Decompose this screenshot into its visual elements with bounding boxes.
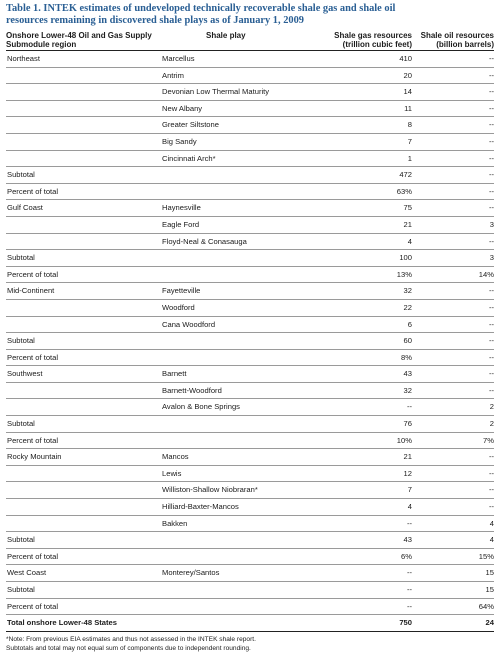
region-cell	[6, 300, 158, 317]
oil-cell: --	[488, 352, 494, 362]
oil-cell: 3	[489, 219, 494, 229]
table-row	[6, 565, 494, 582]
gas-cell: --	[406, 568, 412, 578]
shale-play-cell: Avalon & Bone Springs	[162, 402, 240, 412]
table-row	[6, 300, 494, 317]
shale-play-cell	[158, 549, 308, 566]
shale-play-cell	[158, 267, 308, 284]
table-row	[6, 134, 494, 151]
gas-cell: 10%	[396, 435, 412, 445]
oil-cell: --	[488, 385, 494, 395]
total-label: Total onshore Lower-48 States	[7, 618, 117, 628]
oil-cell: --	[488, 369, 494, 379]
gas-cell: 14	[403, 87, 412, 97]
oil-cell: --	[488, 120, 494, 130]
oil-cell: 2	[489, 402, 494, 412]
oil-cell: 15	[485, 585, 494, 594]
table-row	[6, 68, 494, 85]
gas-cell: 1	[407, 153, 412, 163]
shale-play-cell: Floyd-Neal & Conasauga	[162, 236, 247, 246]
oil-cell: 3	[489, 253, 494, 263]
oil-cell: --	[488, 186, 494, 196]
shale-play-cell	[158, 416, 308, 433]
region-cell: Percent of total	[7, 601, 59, 611]
shale-play-cell: Eagle Ford	[162, 219, 200, 229]
region-cell	[6, 151, 158, 168]
table-row	[6, 184, 494, 201]
table-row	[6, 151, 494, 168]
region-cell	[6, 217, 158, 234]
gas-cell: 21	[403, 452, 412, 462]
gas-cell: 60	[403, 336, 412, 346]
shale-play-cell: Mancos	[162, 452, 189, 462]
gas-cell: 22	[403, 302, 412, 312]
shale-play-cell: Monterey/Santos	[162, 568, 220, 578]
region-cell: Mid-Continent	[7, 286, 55, 296]
table-row	[6, 366, 494, 383]
table-body	[6, 51, 494, 615]
region-cell	[6, 399, 158, 416]
gas-cell: 8	[407, 120, 412, 130]
shale-play-cell: New Albany	[162, 103, 203, 113]
gas-cell: 6%	[401, 551, 412, 561]
gas-cell: 32	[403, 286, 412, 296]
oil-cell: 2	[489, 419, 494, 429]
shale-play-cell: Lewis	[162, 468, 182, 478]
gas-cell: 8%	[401, 352, 412, 362]
footnote: *Note: From previous EIA estimates and thus not assessed in the INTEK shale report.	[6, 635, 256, 643]
region-cell: Subtotal	[7, 336, 35, 346]
table-row	[6, 532, 494, 549]
oil-cell: --	[488, 103, 494, 113]
total-oil: 24	[485, 618, 494, 628]
gas-cell: --	[406, 585, 412, 594]
oil-cell: 15	[485, 568, 494, 578]
oil-cell: --	[488, 236, 494, 246]
table-row	[6, 582, 494, 599]
table-row	[6, 317, 494, 334]
region-cell: Subtotal	[7, 253, 35, 263]
oil-cell: --	[488, 87, 494, 97]
oil-cell: 7%	[483, 435, 494, 445]
gas-cell: 7	[407, 485, 412, 495]
region-cell	[6, 317, 158, 334]
shale-play-cell: Cincinnati Arch*	[162, 153, 216, 163]
table-row	[6, 200, 494, 217]
oil-cell: --	[488, 452, 494, 462]
table-row	[6, 599, 494, 616]
gas-cell: --	[406, 402, 412, 412]
gas-cell: 32	[403, 385, 412, 395]
table-row	[6, 250, 494, 267]
table-row	[6, 333, 494, 350]
oil-cell: --	[488, 286, 494, 296]
header-shale-play: Shale play	[206, 31, 246, 40]
gas-cell: 43	[403, 535, 412, 545]
table-row	[6, 101, 494, 118]
gas-cell: 11	[404, 103, 412, 113]
oil-cell: --	[488, 502, 494, 512]
region-cell	[6, 134, 158, 151]
table-row	[6, 217, 494, 234]
region-cell: Northeast	[7, 54, 40, 63]
header-region: Onshore Lower-48 Oil and Gas Supply Submodule region	[6, 31, 152, 49]
region-cell: Percent of total	[7, 551, 59, 561]
total-gas: 750	[399, 618, 412, 628]
shale-play-cell: Barnett	[162, 369, 187, 379]
shale-play-cell	[158, 582, 308, 599]
table-row	[6, 516, 494, 533]
region-cell: Subtotal	[7, 535, 35, 545]
gas-cell: 472	[399, 170, 412, 180]
gas-cell: 21	[403, 219, 412, 229]
gas-cell: 410	[399, 54, 412, 63]
region-cell	[6, 499, 158, 516]
shale-play-cell: Barnett-Woodford	[162, 385, 222, 395]
region-cell	[6, 516, 158, 533]
shale-play-cell: Marcellus	[162, 54, 195, 63]
table-row	[6, 383, 494, 400]
gas-cell: 76	[403, 419, 412, 429]
shale-play-cell: Haynesville	[162, 203, 201, 213]
oil-cell: --	[488, 468, 494, 478]
total-row	[6, 615, 494, 632]
table-row	[6, 350, 494, 367]
region-cell: Gulf Coast	[7, 203, 43, 213]
shale-play-cell: Devonian Low Thermal Maturity	[162, 87, 270, 97]
oil-cell: --	[488, 70, 494, 80]
shale-play-cell	[158, 250, 308, 267]
table-title: Table 1. INTEK estimates of undeveloped technically recoverable shale gas and shale oil resources remaining in discovered shale plays as of January 1, 2009	[6, 3, 396, 26]
rounding-note: Subtotals and total may not equal sum of components due to independent rounding.	[6, 644, 251, 652]
shale-play-cell: Antrim	[162, 70, 184, 80]
table-header	[6, 29, 494, 51]
shale-play-cell	[158, 333, 308, 350]
region-cell	[6, 68, 158, 85]
oil-cell: --	[488, 153, 494, 163]
region-cell: West Coast	[7, 568, 47, 578]
gas-cell: 75	[403, 203, 412, 213]
oil-cell: --	[488, 203, 494, 213]
table-row	[6, 84, 494, 101]
gas-cell: 63%	[396, 186, 412, 196]
table-row	[6, 51, 494, 68]
region-cell	[6, 84, 158, 101]
shale-play-cell	[158, 433, 308, 450]
oil-cell: 4	[489, 518, 494, 528]
gas-cell: --	[406, 518, 412, 528]
table-row	[6, 499, 494, 516]
shale-play-cell	[158, 184, 308, 201]
oil-cell: 64%	[478, 601, 494, 611]
shale-play-cell: Hilliard-Baxter-Mancos	[162, 502, 239, 512]
region-cell	[6, 117, 158, 134]
gas-cell: 13%	[396, 269, 412, 279]
gas-cell: 4	[407, 236, 412, 246]
table-row	[6, 167, 494, 184]
region-cell: Percent of total	[7, 435, 59, 445]
shale-play-cell: Bakken	[162, 518, 188, 528]
region-cell: Percent of total	[7, 186, 59, 196]
region-cell: Subtotal	[7, 170, 35, 180]
shale-play-cell	[158, 350, 308, 367]
gas-cell: 7	[407, 136, 412, 146]
table-row	[6, 433, 494, 450]
oil-cell: --	[488, 302, 494, 312]
table-row	[6, 117, 494, 134]
table-row	[6, 466, 494, 483]
oil-cell: 15%	[478, 551, 494, 561]
region-cell	[6, 234, 158, 251]
gas-cell: --	[406, 601, 412, 611]
shale-play-cell	[158, 599, 308, 616]
gas-cell: 12	[403, 468, 412, 478]
table-row	[6, 482, 494, 499]
oil-cell: 14%	[478, 269, 494, 279]
table-row	[6, 234, 494, 251]
table-row	[6, 283, 494, 300]
oil-cell: --	[488, 136, 494, 146]
region-cell	[6, 101, 158, 118]
region-cell: Percent of total	[7, 352, 59, 362]
shale-play-cell: Woodford	[162, 302, 195, 312]
table-row	[6, 399, 494, 416]
gas-cell: 4	[407, 502, 412, 512]
shale-play-cell: Williston-Shallow Niobraran*	[162, 485, 258, 495]
oil-cell: --	[488, 170, 494, 180]
header-gas-resources: Shale gas resources (trillion cubic feet)	[334, 31, 412, 49]
shale-play-cell	[158, 532, 308, 549]
oil-cell: --	[488, 54, 494, 63]
region-cell: Southwest	[7, 369, 43, 379]
gas-cell: 43	[403, 369, 412, 379]
gas-cell: 6	[407, 319, 412, 329]
total-play	[158, 615, 308, 632]
region-cell: Percent of total	[7, 269, 59, 279]
region-cell: Subtotal	[7, 585, 35, 594]
region-cell	[6, 482, 158, 499]
shale-play-cell: Cana Woodford	[162, 319, 216, 329]
table-row	[6, 267, 494, 284]
region-cell: Rocky Mountain	[7, 452, 62, 462]
table-notes	[6, 635, 494, 653]
gas-cell: 20	[403, 70, 412, 80]
region-cell	[6, 466, 158, 483]
shale-play-cell	[158, 167, 308, 184]
shale-play-cell: Big Sandy	[162, 136, 197, 146]
header-oil-resources: Shale oil resources (billion barrels)	[420, 31, 494, 49]
table-row	[6, 449, 494, 466]
oil-cell: --	[488, 485, 494, 495]
shale-play-cell: Fayetteville	[162, 286, 201, 296]
oil-cell: --	[488, 336, 494, 346]
oil-cell: --	[488, 319, 494, 329]
region-cell: Subtotal	[7, 419, 35, 429]
table-row	[6, 416, 494, 433]
region-cell	[6, 383, 158, 400]
gas-cell: 100	[399, 253, 412, 263]
table-row	[6, 549, 494, 566]
oil-cell: 4	[489, 535, 494, 545]
shale-play-cell: Greater Siltstone	[162, 120, 219, 130]
